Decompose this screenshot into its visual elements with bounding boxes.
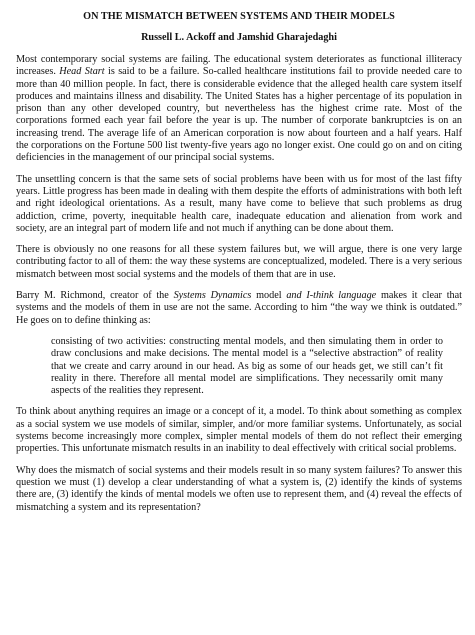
paragraph-4-italic-systems-dynamics: Systems Dynamics — [173, 290, 252, 302]
document-authors: Russell L. Ackoff and Jamshid Gharajedaghi — [141, 32, 337, 43]
paragraph-3: There is obviously no one reasons for all these system failures but, we will argue, there is one very large contributing factor to all of them: the way these systems are conceptualized, modeled. There is a very serious mismatch between most social systems and the models of them that are in use. — [16, 244, 462, 280]
document-title: ON THE MISMATCH BETWEEN SYSTEMS AND THEIR MODELS — [83, 11, 395, 22]
paragraph-1-text-a: Most contemporary social systems are failing. The educational system deteriorates as functional illiteracy increases. — [16, 54, 462, 78]
paragraph-4-text-c: makes it clear that systems and the models of them in use are not the same. According to him “the way we think is outdated.” He goes on to define thinking as: — [16, 290, 462, 326]
paragraph-1-italic-head-start: Head Start — [59, 66, 105, 78]
document-page — [16, 10, 462, 523]
paragraph-6: Why does the mismatch of social systems and their models result in so many system failures? To answer this question we must (1) develop a clear understanding of what a system is, (2) identify the kinds of systems there are, (3) identify the kinds of mental models we often use to represent them, and (4) reveal the effects of mismatching a system and its representation? — [16, 464, 462, 513]
paragraph-4 — [16, 290, 462, 327]
block-quote: consisting of two activities: constructing mental models, and then simulating them in order to draw conclusions and make decisions. The mental model is a “selective abstraction” of reality that we create and carry around in our head. As big as some of our heads get, we still can’t fit reality in there. Therefore all mental model are simplifications. They necessarily omit many aspects of the realities they represent. — [51, 335, 443, 397]
paragraph-1 — [16, 54, 462, 165]
paragraph-5: To think about anything requires an image or a concept of it, a model. To think about something as complex as a social system we use models of similar, simpler, and/or more familiar systems. Unfortunately, as social systems become increasingly more complex, simpler mental models of them do not reflect their emerging properties. This unfortunate mismatch results in an inability to deal effectively with critical social problems. — [16, 406, 462, 455]
paragraph-4-italic-i-think-language: and I-think language — [286, 290, 377, 302]
paragraph-2: The unsettling concern is that the same sets of social problems have been with us for most of the last fifty years. Little progress has been made in dealing with them despite the efforts of administrations with both left and right ideological orientations. As a result, many have come to believe that such problems as drug addiction, crime, poverty, inequitable health care, inadequate education and alienation from work and society, are an integral part of modern life and not much if anything can be done about them. — [16, 173, 462, 234]
paragraph-4-text-a: Barry M. Richmond, creator of the — [16, 290, 174, 302]
paragraph-4-text-b: model — [251, 290, 287, 302]
paragraph-1-text-b: is said to be a failure. So-called healthcare institutions fail to provide needed care to more than 40 million people. In fact, there is considerable evidence that the alleged health care system itself produces and maintains illness and disability. The United States has a higher percentage of its population in prison than any other developed country, but nevertheless has the highest crime rate. Most of the corporations formed each year fail before the year is up. The number of corporate bankruptcies is on an increasing trend. The average life of an American corporation is now about fourteen and a half years. Half the corporations on the Fortune 500 list twenty-five years ago no longer exist. One could go on and on citing deficiencies in the management of our principal social systems. — [16, 66, 462, 164]
